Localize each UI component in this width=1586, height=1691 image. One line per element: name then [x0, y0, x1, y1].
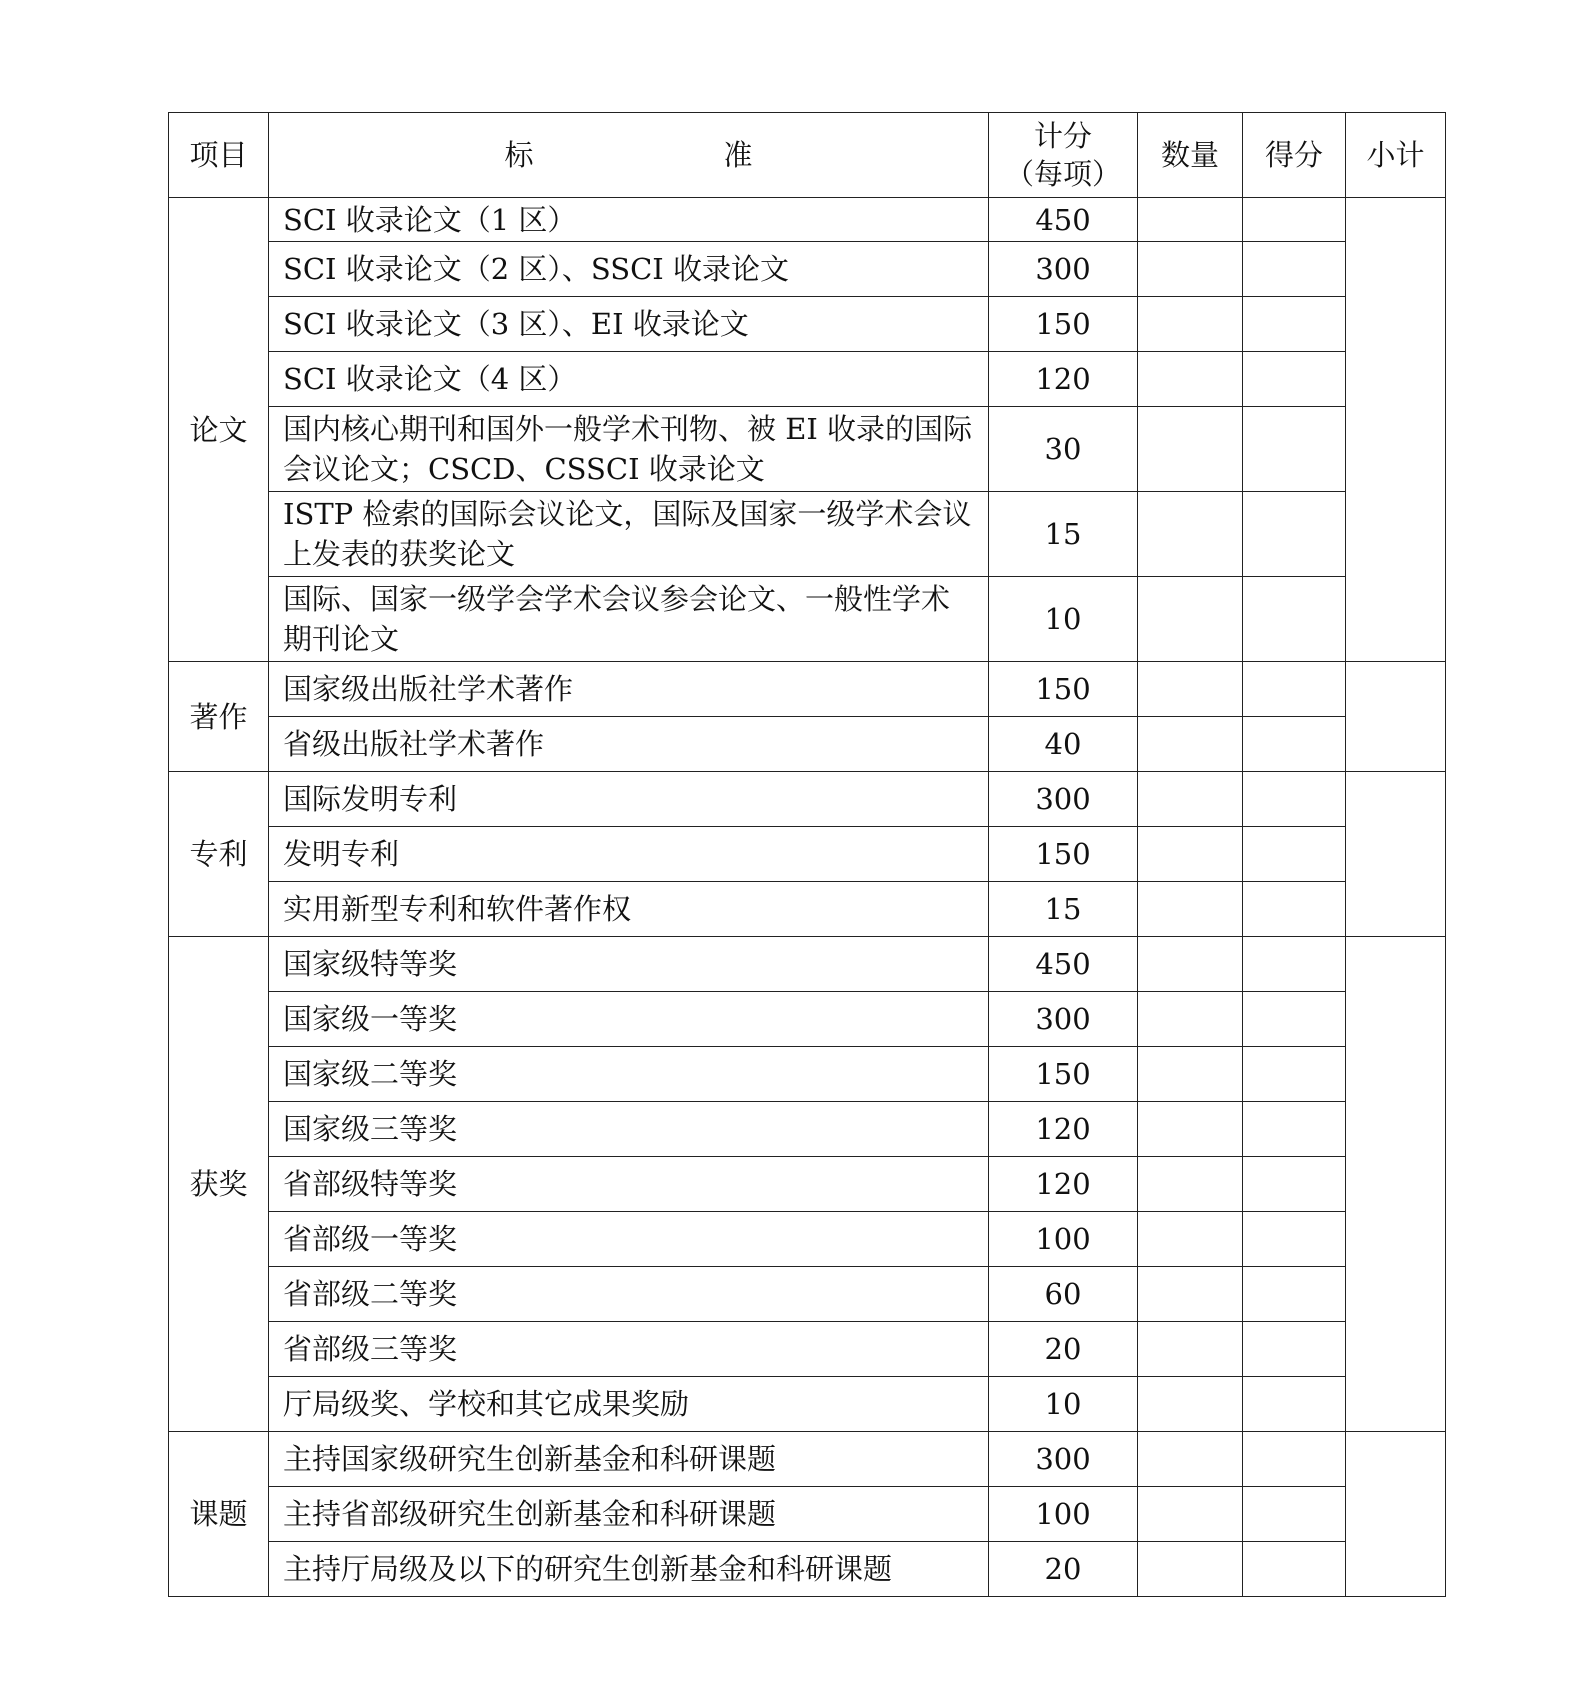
standard-cell: 省部级特等奖	[269, 1157, 989, 1212]
table-row	[169, 662, 1446, 717]
points-cell: 120	[989, 352, 1138, 407]
score-cell[interactable]	[1243, 882, 1346, 937]
quantity-cell[interactable]	[1138, 1157, 1243, 1212]
table-row	[169, 992, 1446, 1047]
table-row	[169, 937, 1446, 992]
subtotal-cell[interactable]	[1346, 198, 1446, 662]
points-cell: 20	[989, 1322, 1138, 1377]
header-standard-b: 准	[723, 138, 753, 172]
score-cell[interactable]	[1243, 1432, 1346, 1487]
standard-cell: 国家级特等奖	[269, 937, 989, 992]
group-name: 获奖	[169, 937, 269, 1432]
score-cell[interactable]	[1243, 1102, 1346, 1157]
table-row	[169, 882, 1446, 937]
points-cell: 150	[989, 1047, 1138, 1102]
standard-cell: SCI 收录论文（4 区）	[269, 352, 989, 407]
table-row	[169, 1487, 1446, 1542]
points-cell: 15	[989, 492, 1138, 577]
points-cell: 300	[989, 992, 1138, 1047]
quantity-cell[interactable]	[1138, 882, 1243, 937]
points-cell: 150	[989, 827, 1138, 882]
table-row	[169, 577, 1446, 662]
header-quantity: 数量	[1138, 113, 1243, 198]
points-cell: 450	[989, 198, 1138, 242]
standard-cell: 省部级二等奖	[269, 1267, 989, 1322]
score-cell[interactable]	[1243, 1212, 1346, 1267]
subtotal-cell[interactable]	[1346, 937, 1446, 1432]
points-cell: 30	[989, 407, 1138, 492]
standard-cell: 主持厅局级及以下的研究生创新基金和科研课题	[269, 1542, 989, 1597]
points-cell: 60	[989, 1267, 1138, 1322]
score-cell[interactable]	[1243, 1322, 1346, 1377]
score-cell[interactable]	[1243, 198, 1346, 242]
header-points	[989, 113, 1138, 198]
score-cell[interactable]	[1243, 407, 1346, 492]
points-cell: 300	[989, 242, 1138, 297]
scoring-table	[168, 112, 1446, 1597]
standard-cell: 国家级一等奖	[269, 992, 989, 1047]
quantity-cell[interactable]	[1138, 577, 1243, 662]
score-cell[interactable]	[1243, 772, 1346, 827]
points-cell: 120	[989, 1102, 1138, 1157]
score-cell[interactable]	[1243, 937, 1346, 992]
quantity-cell[interactable]	[1138, 352, 1243, 407]
score-cell[interactable]	[1243, 717, 1346, 772]
points-cell: 150	[989, 662, 1138, 717]
quantity-cell[interactable]	[1138, 1322, 1243, 1377]
score-cell[interactable]	[1243, 827, 1346, 882]
table-row	[169, 1432, 1446, 1487]
points-cell: 450	[989, 937, 1138, 992]
quantity-cell[interactable]	[1138, 1377, 1243, 1432]
score-cell[interactable]	[1243, 577, 1346, 662]
header-points-line2: （每项）	[1004, 157, 1121, 191]
quantity-cell[interactable]	[1138, 1432, 1243, 1487]
standard-cell: 发明专利	[269, 827, 989, 882]
table-row	[169, 297, 1446, 352]
table-row	[169, 1212, 1446, 1267]
standard-cell: ISTP 检索的国际会议论文，国际及国家一级学术会议上发表的获奖论文	[269, 492, 989, 577]
standard-cell: 国家级二等奖	[269, 1047, 989, 1102]
table-row	[169, 1322, 1446, 1377]
table-row	[169, 1157, 1446, 1212]
subtotal-cell[interactable]	[1346, 772, 1446, 937]
subtotal-cell[interactable]	[1346, 662, 1446, 772]
score-cell[interactable]	[1243, 1377, 1346, 1432]
points-cell: 10	[989, 577, 1138, 662]
quantity-cell[interactable]	[1138, 1047, 1243, 1102]
subtotal-cell[interactable]	[1346, 1432, 1446, 1597]
score-cell[interactable]	[1243, 297, 1346, 352]
quantity-cell[interactable]	[1138, 937, 1243, 992]
score-cell[interactable]	[1243, 1047, 1346, 1102]
table-row	[169, 717, 1446, 772]
standard-cell: 主持省部级研究生创新基金和科研课题	[269, 1487, 989, 1542]
points-cell: 15	[989, 882, 1138, 937]
points-cell: 40	[989, 717, 1138, 772]
table-row	[169, 1377, 1446, 1432]
standard-cell: 省级出版社学术著作	[269, 717, 989, 772]
points-cell: 150	[989, 297, 1138, 352]
table-row	[169, 1102, 1446, 1157]
quantity-cell[interactable]	[1138, 242, 1243, 297]
standard-cell: 省部级一等奖	[269, 1212, 989, 1267]
quantity-cell[interactable]	[1138, 407, 1243, 492]
standard-cell: 省部级三等奖	[269, 1322, 989, 1377]
standard-cell: 国家级出版社学术著作	[269, 662, 989, 717]
score-cell[interactable]	[1243, 242, 1346, 297]
quantity-cell[interactable]	[1138, 1542, 1243, 1597]
header-standard	[269, 113, 989, 198]
score-cell[interactable]	[1243, 492, 1346, 577]
table-row	[169, 1047, 1446, 1102]
table-row	[169, 827, 1446, 882]
group-name: 著作	[169, 662, 269, 772]
header-points-line1: 计分	[1033, 119, 1092, 153]
standard-cell: SCI 收录论文（2 区）、SSCI 收录论文	[269, 242, 989, 297]
table-row	[169, 1267, 1446, 1322]
table-row	[169, 198, 1446, 242]
standard-cell: 国家级三等奖	[269, 1102, 989, 1157]
standard-cell: 主持国家级研究生创新基金和科研课题	[269, 1432, 989, 1487]
quantity-cell[interactable]	[1138, 772, 1243, 827]
header-score: 得分	[1243, 113, 1346, 198]
quantity-cell[interactable]	[1138, 492, 1243, 577]
table-row	[169, 772, 1446, 827]
table-row	[169, 492, 1446, 577]
score-cell[interactable]	[1243, 662, 1346, 717]
quantity-cell[interactable]	[1138, 297, 1243, 352]
standard-cell: 实用新型专利和软件著作权	[269, 882, 989, 937]
standard-cell: SCI 收录论文（1 区）	[269, 198, 989, 242]
table-body	[169, 198, 1446, 1597]
score-cell[interactable]	[1243, 1267, 1346, 1322]
table-row	[169, 242, 1446, 297]
quantity-cell[interactable]	[1138, 1212, 1243, 1267]
group-name: 论文	[169, 198, 269, 662]
standard-cell: 国际、国家一级学会学术会议参会论文、一般性学术期刊论文	[269, 577, 989, 662]
standard-cell: 国际发明专利	[269, 772, 989, 827]
header-subtotal: 小计	[1346, 113, 1446, 198]
score-cell[interactable]	[1243, 1542, 1346, 1597]
quantity-cell[interactable]	[1138, 717, 1243, 772]
standard-cell: 厅局级奖、学校和其它成果奖励	[269, 1377, 989, 1432]
quantity-cell[interactable]	[1138, 1487, 1243, 1542]
group-name: 课题	[169, 1432, 269, 1597]
quantity-cell[interactable]	[1138, 827, 1243, 882]
table-row	[169, 1542, 1446, 1597]
points-cell: 120	[989, 1157, 1138, 1212]
group-name: 专利	[169, 772, 269, 937]
score-cell[interactable]	[1243, 992, 1346, 1047]
header-standard-a: 标	[504, 138, 534, 172]
points-cell: 100	[989, 1487, 1138, 1542]
quantity-cell[interactable]	[1138, 1267, 1243, 1322]
header-item: 项目	[169, 113, 269, 198]
table-row	[169, 352, 1446, 407]
quantity-cell[interactable]	[1138, 992, 1243, 1047]
standard-cell: 国内核心期刊和国外一般学术刊物、被 EI 收录的国际会议论文；CSCD、CSSCI 收录论文	[269, 407, 989, 492]
score-cell[interactable]	[1243, 1487, 1346, 1542]
points-cell: 300	[989, 772, 1138, 827]
standard-cell: SCI 收录论文（3 区）、EI 收录论文	[269, 297, 989, 352]
quantity-cell[interactable]	[1138, 1102, 1243, 1157]
points-cell: 10	[989, 1377, 1138, 1432]
score-cell[interactable]	[1243, 1157, 1346, 1212]
points-cell: 100	[989, 1212, 1138, 1267]
table-row	[169, 407, 1446, 492]
quantity-cell[interactable]	[1138, 662, 1243, 717]
quantity-cell[interactable]	[1138, 198, 1243, 242]
header-row	[169, 113, 1446, 198]
points-cell: 300	[989, 1432, 1138, 1487]
points-cell: 20	[989, 1542, 1138, 1597]
score-cell[interactable]	[1243, 352, 1346, 407]
